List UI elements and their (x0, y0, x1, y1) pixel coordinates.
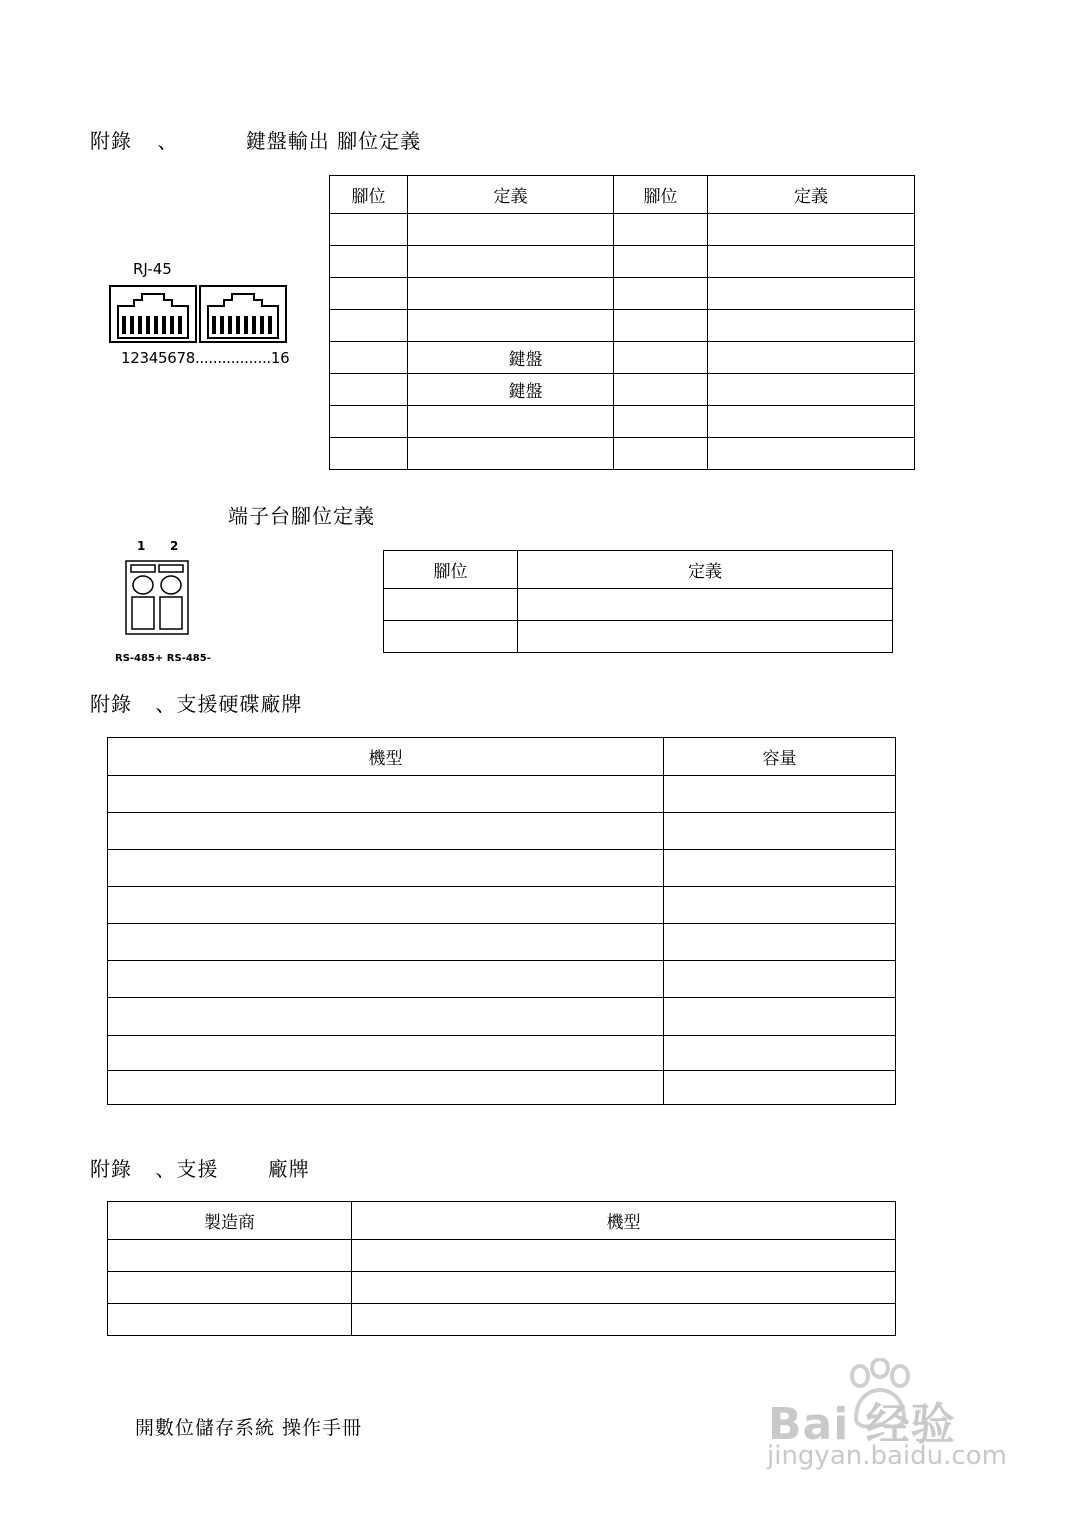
table-row (330, 374, 915, 406)
table-cell (108, 924, 664, 961)
table-cell (614, 342, 708, 374)
heading-separator: 、 (157, 129, 179, 153)
terminal-pin-1-label: 1 (137, 539, 146, 553)
table-cell (708, 374, 915, 406)
appendix-label: 附錄 (90, 692, 132, 716)
table-row (330, 342, 915, 374)
table-cell (408, 214, 614, 246)
table-header-row (330, 176, 915, 214)
heading-suffix: 廠牌 (267, 1157, 310, 1181)
table-row (108, 1272, 896, 1304)
supported-device-table (107, 1201, 896, 1336)
table-row (108, 924, 896, 961)
table-cell (664, 1071, 896, 1105)
table-cell (330, 214, 408, 246)
table-header-row (108, 1202, 896, 1240)
table-row (330, 246, 915, 278)
table-cell (408, 406, 614, 438)
section2-heading: 端子台腳位定義 (228, 504, 375, 528)
table-cell (352, 1272, 896, 1304)
table-row (108, 1240, 896, 1272)
table-cell (408, 310, 614, 342)
table-cell (664, 850, 896, 887)
table-cell (330, 374, 408, 406)
table-row (330, 278, 915, 310)
footer-manual-title: 開數位儲存系統 操作手冊 (135, 1417, 363, 1439)
table-cell (708, 342, 915, 374)
table-row (108, 1071, 896, 1105)
header-model: 機型 (352, 1202, 896, 1240)
terminal-pin-table (383, 550, 893, 653)
table-cell (664, 776, 896, 813)
table-cell (408, 246, 614, 278)
table-row (108, 887, 896, 924)
header-definition: 定義 (708, 176, 915, 214)
table-cell (330, 406, 408, 438)
terminal-pin-2-label: 2 (170, 539, 179, 553)
table-row (108, 961, 896, 998)
table-cell (708, 246, 915, 278)
table-cell (108, 850, 664, 887)
section1-heading (90, 125, 421, 154)
table-cell (664, 1036, 896, 1071)
watermark-url: jingyan.baidu.com (767, 1441, 1007, 1471)
rj45-connector-diagram (108, 284, 292, 344)
table-row (108, 1304, 896, 1336)
table-cell (108, 887, 664, 924)
table-cell (614, 438, 708, 470)
table-cell (614, 246, 708, 278)
table-cell (108, 1304, 352, 1336)
table-cell (614, 310, 708, 342)
rj45-label: RJ-45 (133, 260, 172, 278)
keyboard-pin-table (329, 175, 915, 470)
table-cell (708, 406, 915, 438)
table-cell (664, 961, 896, 998)
table-cell (108, 1071, 664, 1105)
table-cell (664, 924, 896, 961)
table-row (330, 214, 915, 246)
table-header-row (384, 551, 893, 589)
table-cell (330, 246, 408, 278)
rj45-pin-numbering: 12345678.................16 (121, 349, 290, 367)
heading-title: 、支援 (155, 1157, 219, 1181)
table-row (384, 621, 893, 653)
table-cell (614, 214, 708, 246)
table-cell (708, 278, 915, 310)
terminal-block-diagram (125, 560, 191, 636)
table-cell (330, 310, 408, 342)
table-cell (108, 776, 664, 813)
table-cell (708, 214, 915, 246)
table-row (108, 776, 896, 813)
header-pin: 腳位 (330, 176, 408, 214)
appendix-label: 附錄 (90, 1157, 132, 1181)
table-header-row (108, 738, 896, 776)
table-cell (330, 278, 408, 310)
table-cell (108, 813, 664, 850)
table-cell (108, 1240, 352, 1272)
heading-title: 、支援硬碟廠牌 (155, 692, 303, 716)
table-row (108, 998, 896, 1036)
table-cell (384, 621, 518, 653)
header-manufacturer: 製造商 (108, 1202, 352, 1240)
table-cell (330, 342, 408, 374)
table-cell (108, 1036, 664, 1071)
terminal-signal-labels: RS-485+ RS-485- (115, 653, 211, 664)
table-cell (664, 887, 896, 924)
table-cell: 鍵盤 (408, 342, 614, 374)
table-cell (614, 406, 708, 438)
table-cell (518, 589, 893, 621)
section4-heading (90, 1153, 310, 1182)
table-cell (614, 278, 708, 310)
table-cell (614, 374, 708, 406)
table-cell (408, 278, 614, 310)
appendix-label: 附錄 (90, 129, 132, 153)
table-cell: 鍵盤 (408, 374, 614, 406)
table-row (108, 1036, 896, 1071)
table-cell (330, 438, 408, 470)
table-cell (108, 998, 664, 1036)
table-row (108, 850, 896, 887)
table-row (330, 438, 915, 470)
table-cell (708, 310, 915, 342)
header-capacity: 容量 (664, 738, 896, 776)
table-cell (352, 1304, 896, 1336)
table-cell (408, 438, 614, 470)
header-pin: 腳位 (614, 176, 708, 214)
watermark-brand: Bai 经验 (768, 1399, 956, 1450)
table-cell (664, 813, 896, 850)
table-row (330, 310, 915, 342)
table-row (108, 813, 896, 850)
table-cell (108, 1272, 352, 1304)
header-model: 機型 (108, 738, 664, 776)
heading-title: 鍵盤輸出 腳位定義 (245, 129, 422, 153)
table-cell (708, 438, 915, 470)
table-cell (518, 621, 893, 653)
header-definition: 定義 (408, 176, 614, 214)
table-row (330, 406, 915, 438)
table-cell (108, 961, 664, 998)
table-row (384, 589, 893, 621)
hdd-brand-table (107, 737, 896, 1105)
table-cell (352, 1240, 896, 1272)
section3-heading (90, 688, 302, 717)
header-pin: 腳位 (384, 551, 518, 589)
table-cell (664, 998, 896, 1036)
header-definition: 定義 (518, 551, 893, 589)
table-cell (384, 589, 518, 621)
